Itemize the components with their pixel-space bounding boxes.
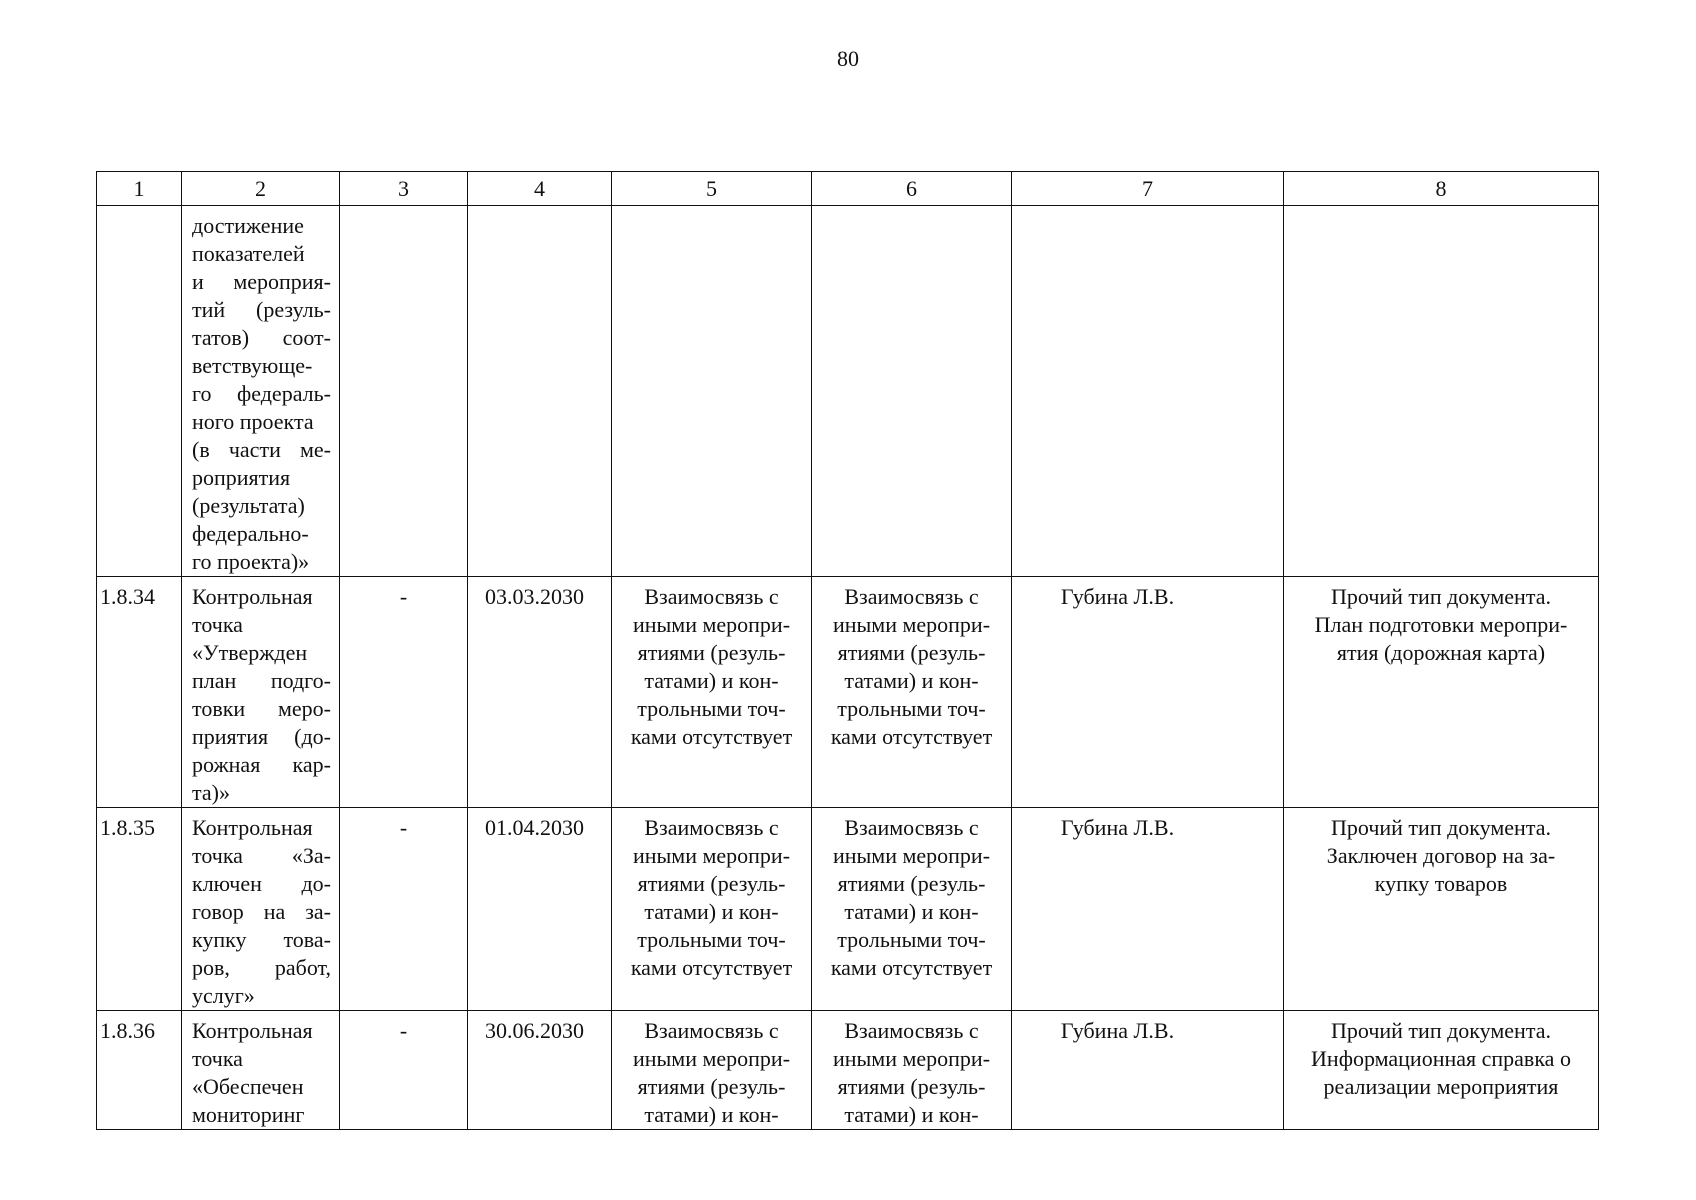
relation-line: ятиями (резуль- [837, 871, 986, 896]
document-cell [1284, 206, 1599, 577]
relation-cell-2 [812, 808, 1012, 1011]
document-cell [1284, 808, 1599, 1011]
column-header: 1 [97, 172, 182, 206]
relation-cell-2 [812, 1011, 1012, 1130]
description-cell [182, 577, 340, 808]
date-value: 03.03.2030 [485, 584, 584, 609]
date-cell [468, 1011, 612, 1130]
relation-line: татами) и кон- [844, 668, 979, 693]
description-line: ного проекта [192, 409, 314, 434]
relation-cell [612, 1011, 812, 1130]
document-line: купку товаров [1374, 871, 1508, 896]
column-header: 2 [182, 172, 340, 206]
table-row [97, 808, 1599, 1011]
responsible-name: Губина Л.В. [1060, 584, 1175, 609]
description-line: (в части ме- [192, 437, 331, 462]
row-number-cell [97, 206, 182, 577]
description-line: точка [192, 1046, 243, 1071]
description-line: говор на за- [192, 899, 331, 924]
column-3-value: - [399, 1018, 408, 1043]
description-line: точка «За- [192, 843, 331, 868]
relation-line: ятиями (резуль- [837, 1074, 986, 1099]
responsible-cell [1012, 1011, 1284, 1130]
relation-line: иными меропри- [632, 1046, 791, 1071]
description-cell [182, 808, 340, 1011]
description-line: федерально- [192, 521, 309, 546]
relation-line: ятиями (резуль- [837, 640, 986, 665]
column-3-value: - [399, 584, 408, 609]
relation-line: ками отсутствует [630, 724, 793, 749]
relation-line: иными меропри- [832, 1046, 991, 1071]
document-line: реализации мероприятия [1323, 1074, 1559, 1099]
description-line: Контрольная [192, 1018, 313, 1043]
description-line: приятия (до- [192, 724, 331, 749]
relation-line: Взаимосвязь с [844, 584, 979, 609]
relation-line: ятиями (резуль- [637, 640, 786, 665]
description-line: «Обеспечен [192, 1074, 304, 1099]
responsible-cell [1012, 808, 1284, 1011]
description-line: «Утвержден [192, 640, 308, 665]
row-number: 1.8.34 [100, 584, 155, 609]
relation-line: Взаимосвязь с [644, 815, 779, 840]
document-cell [1284, 577, 1599, 808]
relation-line: иными меропри- [832, 612, 991, 637]
relation-cell [612, 577, 812, 808]
relation-cell [612, 206, 812, 577]
document-line: Прочий тип документа. [1331, 815, 1551, 840]
row-number-cell [97, 1011, 182, 1130]
column-header: 7 [1012, 172, 1284, 206]
relation-line: трольными точ- [837, 696, 986, 721]
document-line: Заключен договор на за- [1326, 843, 1556, 868]
column-3-value: - [399, 815, 408, 840]
table-row [97, 577, 1599, 808]
description-line: та)» [192, 780, 230, 805]
relation-line: татами) и кон- [844, 1102, 979, 1127]
relation-line: иными меропри- [832, 843, 991, 868]
relation-line: ками отсутствует [630, 955, 793, 980]
responsible-cell [1012, 206, 1284, 577]
column-header: 4 [468, 172, 612, 206]
relation-line: трольными точ- [637, 696, 786, 721]
document-line: Информационная справка о [1311, 1046, 1571, 1071]
description-line: ключен до- [192, 871, 331, 896]
description-line: показателей [192, 241, 305, 266]
relation-line: иными меропри- [632, 612, 791, 637]
description-line: го проекта)» [192, 549, 310, 574]
description-cell [182, 206, 340, 577]
responsible-cell [1012, 577, 1284, 808]
description-line: мониторинг [192, 1102, 305, 1127]
relation-line: Взаимосвязь с [644, 584, 779, 609]
column-3-cell [340, 577, 468, 808]
row-number-cell [97, 577, 182, 808]
document-line: План подготовки меропри- [1314, 612, 1568, 637]
relation-line: ками отсутствует [830, 724, 993, 749]
document-cell [1284, 1011, 1599, 1130]
relation-line: ятиями (резуль- [637, 1074, 786, 1099]
description-line: и мероприя- [192, 269, 331, 294]
table-row [97, 1011, 1599, 1130]
relation-line: ками отсутствует [830, 955, 993, 980]
description-line: план подго- [192, 668, 331, 693]
relation-cell-2 [812, 577, 1012, 808]
description-line: ветствующе- [192, 353, 313, 378]
column-3-cell [340, 808, 468, 1011]
document-line: ятия (дорожная карта) [1336, 640, 1546, 665]
description-cell [182, 1011, 340, 1130]
description-line: Контрольная [192, 815, 313, 840]
date-cell [468, 577, 612, 808]
responsible-name: Губина Л.В. [1060, 1018, 1175, 1043]
description-line: го федераль- [192, 381, 331, 406]
responsible-name: Губина Л.В. [1060, 815, 1175, 840]
description-line: татов) соот- [192, 325, 331, 350]
table-row [97, 206, 1599, 577]
relation-line: трольными точ- [837, 927, 986, 952]
relation-line: Взаимосвязь с [844, 1018, 979, 1043]
description-line: тий (резуль- [192, 297, 331, 322]
row-number: 1.8.35 [100, 815, 155, 840]
column-header: 3 [340, 172, 468, 206]
description-line: (результата) [192, 493, 305, 518]
relation-line: Взаимосвязь с [644, 1018, 779, 1043]
relation-line: татами) и кон- [644, 899, 779, 924]
description-line: достижение [192, 213, 304, 238]
relation-line: иными меропри- [632, 843, 791, 868]
description-line: ров, работ, [192, 955, 331, 980]
column-header: 8 [1284, 172, 1599, 206]
column-3-cell [340, 1011, 468, 1130]
description-line: точка [192, 612, 243, 637]
page-number: 80 [837, 46, 859, 71]
description-line: услуг» [192, 983, 255, 1008]
table-body [97, 206, 1599, 1130]
row-number: 1.8.36 [100, 1018, 155, 1043]
relation-cell [612, 808, 812, 1011]
relation-line: трольными точ- [637, 927, 786, 952]
description-line: рожная кар- [192, 752, 331, 777]
relation-line: ятиями (резуль- [637, 871, 786, 896]
relation-line: татами) и кон- [844, 899, 979, 924]
description-line: купку това- [192, 927, 331, 952]
date-value: 30.06.2030 [485, 1018, 584, 1043]
plan-table [96, 171, 1599, 1130]
document-line: Прочий тип документа. [1331, 584, 1551, 609]
column-number-row [97, 172, 1599, 206]
date-value: 01.04.2030 [485, 815, 584, 840]
relation-line: татами) и кон- [644, 668, 779, 693]
relation-line: Взаимосвязь с [844, 815, 979, 840]
description-line: Контрольная [192, 584, 313, 609]
relation-line: татами) и кон- [644, 1102, 779, 1127]
description-line: роприятия [192, 465, 291, 490]
relation-cell-2 [812, 206, 1012, 577]
date-cell [468, 206, 612, 577]
column-header: 6 [812, 172, 1012, 206]
row-number-cell [97, 808, 182, 1011]
document-line: Прочий тип документа. [1331, 1018, 1551, 1043]
column-header: 5 [612, 172, 812, 206]
date-cell [468, 808, 612, 1011]
column-3-cell [340, 206, 468, 577]
description-line: товки меро- [192, 696, 331, 721]
